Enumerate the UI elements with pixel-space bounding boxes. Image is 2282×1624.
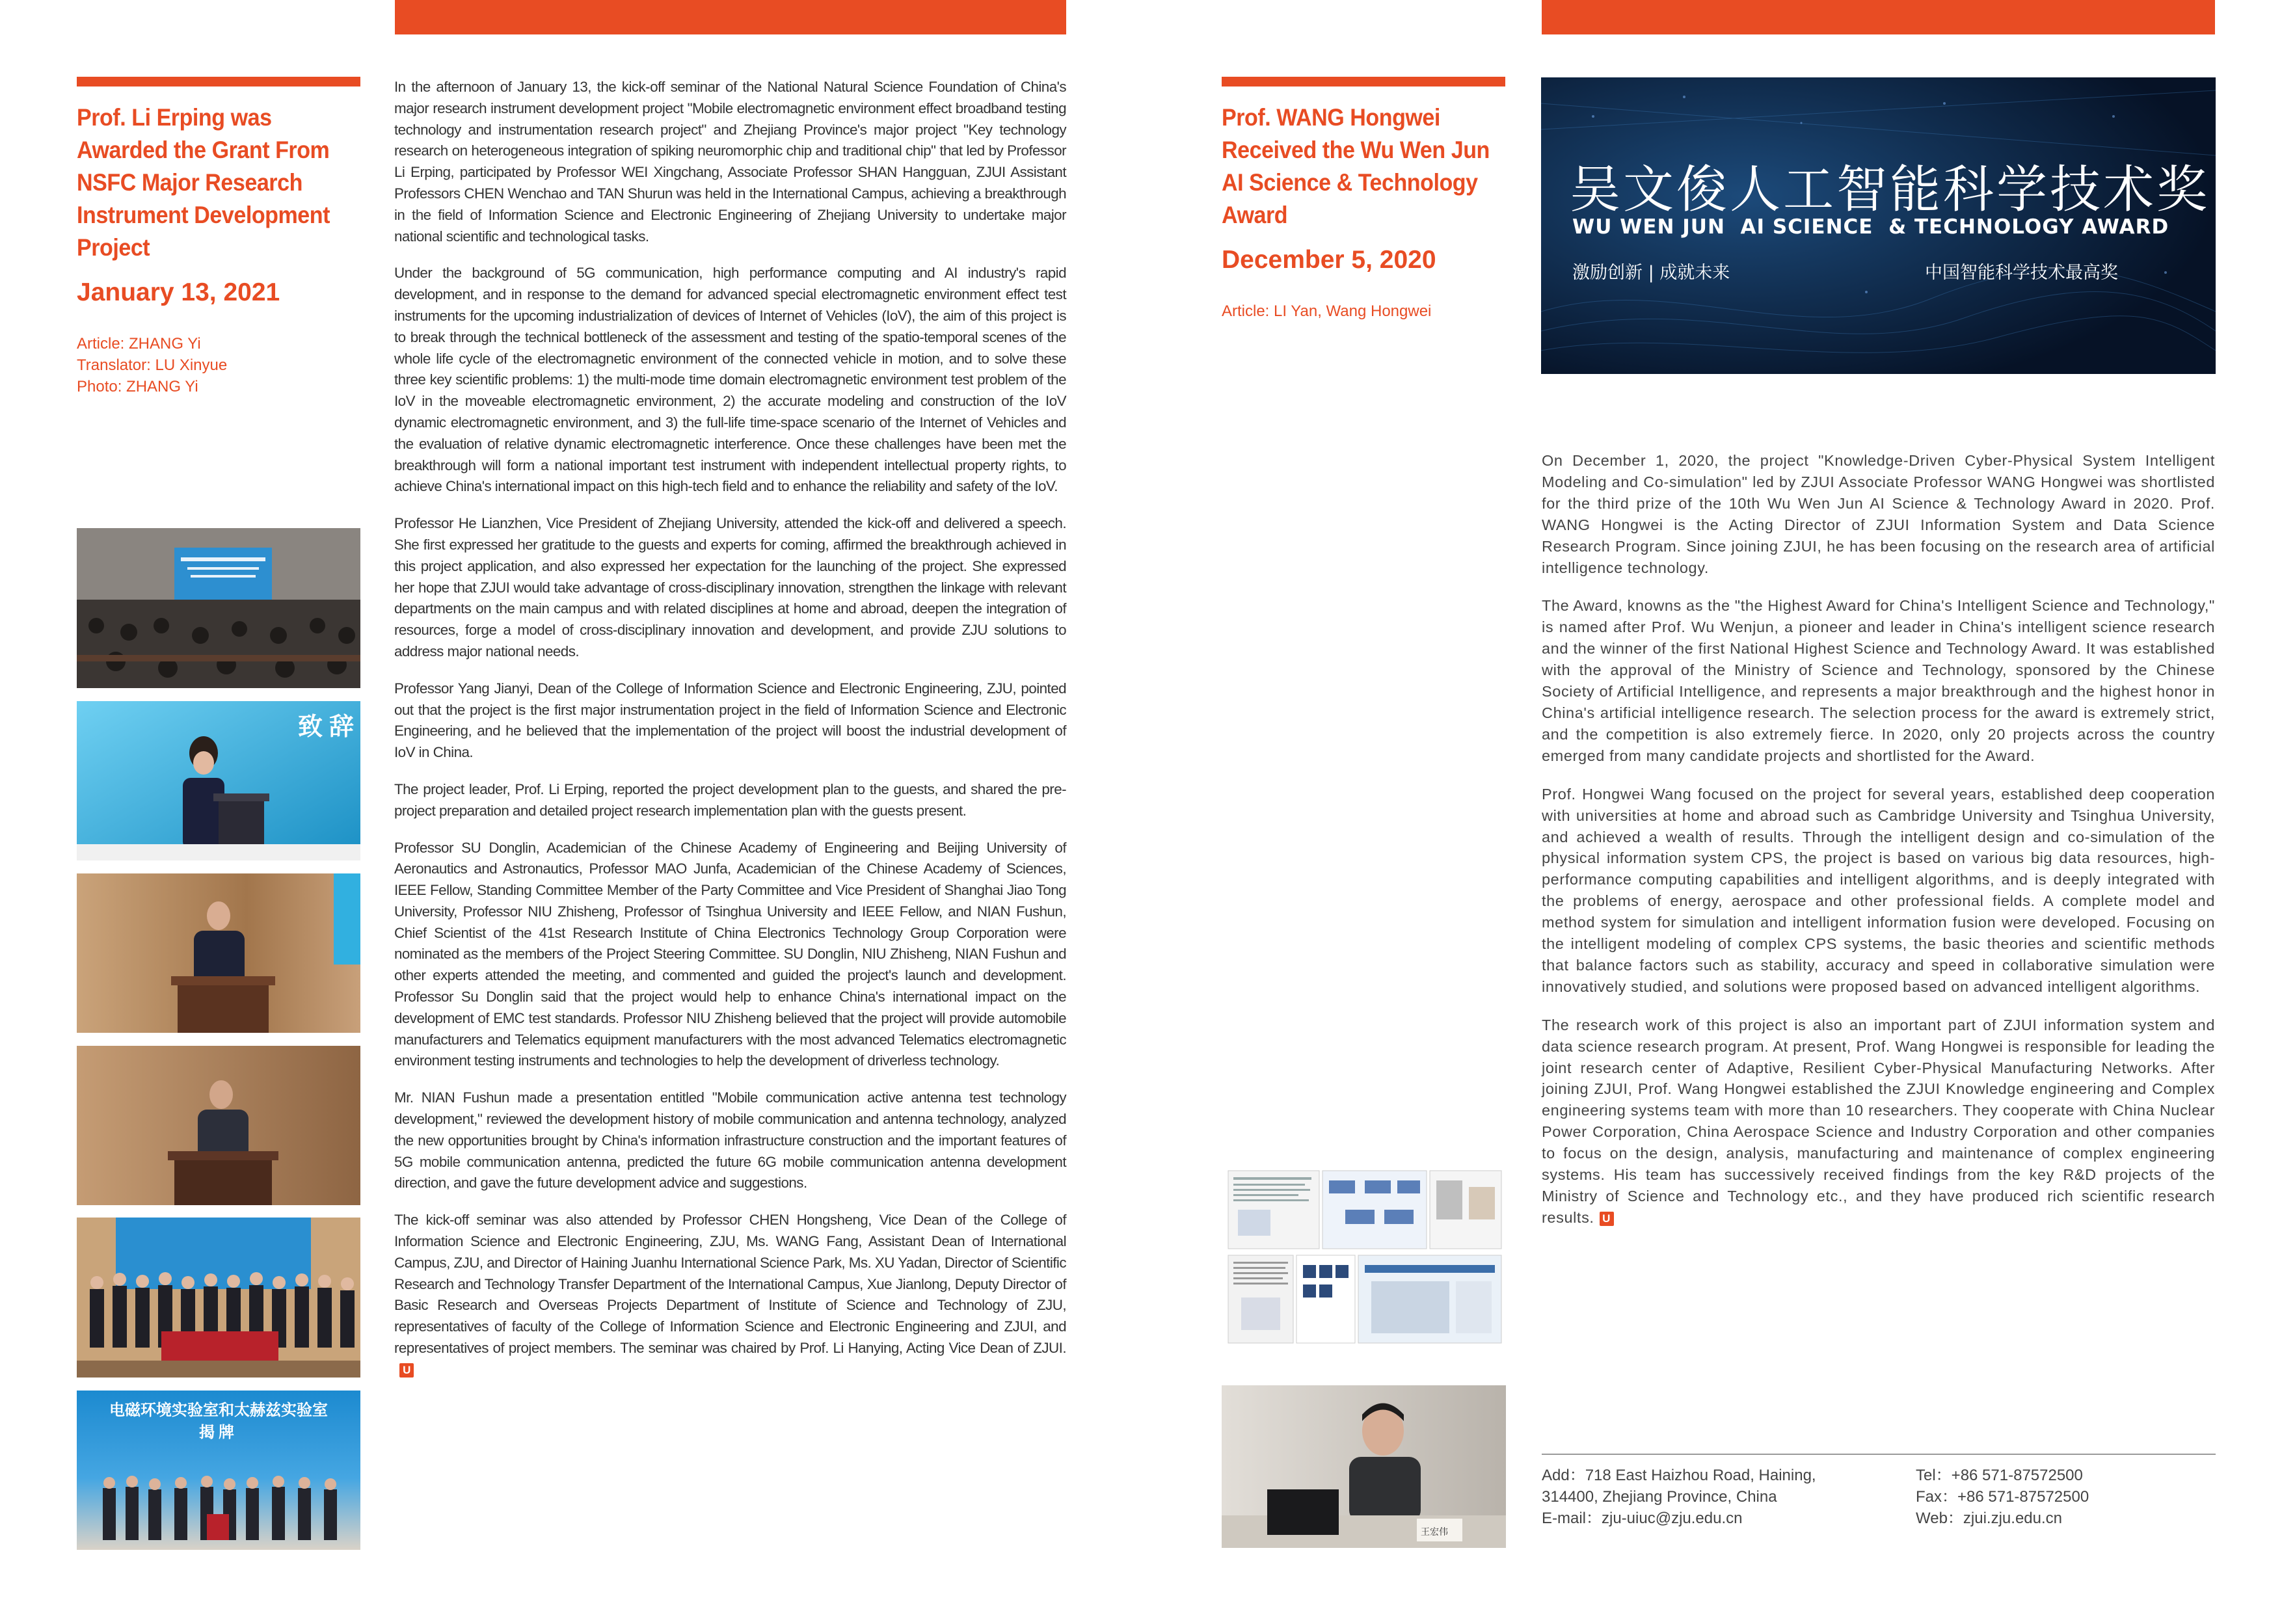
footer-address-line2: 314400, Zhejiang Province, China bbox=[1542, 1488, 1777, 1506]
left-paragraph: Professor Yang Jianyi, Dean of the College of Information Science and Electronic Engineering, ZJU, pointed out that the project is the first major instrumentation project in the field of Information Science and Electronic Engineering, and he believed that the implementation of the project will boost the industrial development of IoV in China. bbox=[394, 680, 1066, 761]
credit-translator: Translator: LU Xinyue bbox=[77, 356, 228, 374]
photo-expert-speech bbox=[77, 1046, 360, 1205]
right-headline: Prof. WANG Hongwei Received the Wu Wen Jun AI Science & Technology Award bbox=[1222, 104, 1490, 228]
award-title-cn: 吴文俊人工智能科学技术奖 bbox=[1570, 161, 2210, 219]
credit-article: Article: ZHANG Yi bbox=[77, 335, 201, 353]
right-paragraph: The Award, knowns as the "the Highest Award for China's Intelligent Science and Technology," is named after Prof. Wu Wenjun, a pioneer and leader in China's intelligent science research and the winner of the first National Highest Science and Technology Award. It was established with the approval of the Ministry of Science and Technology, sponsored by the Chinese Society of Artificial Intelligence, and represents a major breakthrough and the highest honor in China's artificial intelligence research. The selection process for the award is extremely strict, and the competition is also extremely fierce. In 2020, only 20 projects across the country emerged from many candidate projects and shortlisted for the Award. bbox=[1542, 597, 2215, 764]
right-credit: Article: LI Yan, Wang Hongwei bbox=[1222, 302, 1432, 320]
left-date: January 13, 2021 bbox=[77, 278, 280, 306]
nameplate-text: 王宏伟 bbox=[1421, 1527, 1448, 1537]
right-last-paragraph-text: The research work of this project is also an important part of ZJUI information system and data science research program. At present, Prof. Wang Hongwei is responsible for leading the joint research center of Adaptive, Resilient Cyber-Physical Manufacturing Networks. After joining ZJUI, Prof. Wang Hongwei established the ZJUI Knowledge engineering and Complex engineering systems team with more than 10 researchers. They cooperate with China Nuclear Power Corporation, China Aerospace Science and Industry Corporation and other companies to focus on the design, analysis, manufacturing and maintenance of complex engineering systems. His team has successively received findings from the key R&D projects of the Ministry of Science and Technology etc., and they have produced rich scientific research results. bbox=[1542, 1016, 2215, 1226]
left-paragraph: Under the background of 5G communication, high performance computing and AI industry's rapid development, and in response to the demand for advanced special electromagnetic environment effect test instruments for the upcoming industrialization of devices of Internet of Vehicles (IoV), the aim of this project is to break through the technical bottleneck of the assessment and testing of the spatio-temporal scenes of the whole life cycle of the electromagnetic environment of the connected vehicle in motion, and to solve these three key scientific problems: 1) the multi-mode time domain electromagnetic environment test problem of the IoV in the moveable electromagnetic environment, 2) the accurate modeling and construction of the IoV dynamic electromagnetic environment, and 3) the full-life time-space scenario of the Internet of Vehicles and the evaluation of relative dynamic electromagnetic interference. Once these challenges have been met the breakthrough will form a national important test instrument with independent intellectual property rights, to achieve China's international impact on this high-tech field and to enhance the reliability and safety of the IoV. bbox=[394, 265, 1066, 495]
top-accent-bar-left bbox=[395, 0, 1066, 34]
left-paragraph: Professor He Lianzhen, Vice President of Zhejiang University, attended the kick-off and delivered a speech. She first expressed her gratitude to the guests and experts for coming, affirmed the breakthrough achieved in this project application, and also expressed her expectation for the launching of the project. She expressed her hope that ZJUI would take advantage of cross-disciplinary innovation, strengthen the linkage with relevant departments on the main campus and with related disciplines at home and abroad, deepen the integration of resources, forge a model of cross-disciplinary innovation and development, and provide ZJU solutions to address major national needs. bbox=[394, 515, 1066, 659]
photo-vice-president-speech bbox=[77, 701, 360, 860]
left-headline: Prof. Li Erping was Awarded the Grant From NSFC Major Research Instrument Development Project bbox=[77, 104, 330, 261]
right-paragraph: On December 1, 2020, the project "Knowledge-Driven Cyber-Physical System Intelligent Modeling and Co-simulation" led by ZJUI Associate Professor WANG Hongwei was shortlisted for the third prize of the 10th Wu Wen Jun AI Science & Technology Award in 2020. Prof. WANG Hongwei is the Acting Director of ZJUI Information System and Data Science Research Program. Since joining ZJUI, he has been focusing on the research area of artificial intelligence technology. bbox=[1542, 452, 2215, 576]
right-paragraph: Prof. Hongwei Wang focused on the project for several years, established deep cooperation with universities at home and abroad such as Cambridge University and Tsinghua University, and achieved a wealth of results. Through the intelligent design and co-simulation of the physical information system CPS, the project is based on various big data resources, high-performance computing capabilities and intelligent algorithms, and is deeply integrated with the problems of energy, aerospace and other professional fields. A complete model and method system for simulation and intelligent information fusion were developed. Focusing on the intelligent modeling of complex CPS systems, the basic theories and scientific methods that balance factors such as stability, accuracy and speed in collaborative simulation were innovatively studied, and solutions were proposed based on advanced intelligent algorithms. bbox=[1542, 785, 2215, 995]
end-mark-icon: U bbox=[1600, 1212, 1614, 1226]
speech-banner-text: 致辞 bbox=[298, 712, 360, 741]
right-headline-rule bbox=[1222, 77, 1505, 87]
right-article-body bbox=[1542, 450, 2215, 1245]
footer-divider bbox=[1542, 1454, 2216, 1455]
left-headline-rule bbox=[77, 77, 360, 87]
photo-research-documents bbox=[1222, 1167, 1506, 1348]
footer-tel: Tel：+86 571-87572500 bbox=[1916, 1467, 2083, 1484]
award-slogan-right: 中国智能科学技术最高奖 bbox=[1925, 263, 2118, 283]
footer-web: Web：zjui.zju.edu.cn bbox=[1916, 1510, 2062, 1527]
left-paragraph: The project leader, Prof. Li Erping, reported the project development plan to the guests, and shared the pre-project preparation and detailed project research implementation plan with the guests present. bbox=[394, 780, 1066, 819]
unveil-banner-line1: 电磁环境实验室和太赫兹实验室 bbox=[109, 1400, 328, 1419]
footer-email: E-mail：zju-uiuc@zju.edu.cn bbox=[1542, 1510, 1743, 1527]
footer-address bbox=[1542, 1465, 1816, 1529]
left-paragraph: In the afternoon of January 13, the kick-off seminar of the National Natural Science Foundation of China's major research instrument development project "Mobile electromagnetic environment effect broadband testing technology and instrumentation research project" and Zhejiang Province's major project "Key technology research on heterogeneous integration of spiking neuromorphic chip and traditional chip" that led by Professor Li Erping, participated by Professor WEI Xingchang, Associate Professor SHAN Hangguan, ZJUI Assistant Professors CHEN Wenchao and TAN Shurun was held in the International Campus, achieving a breakthrough in the field of Information Science and Electronic Engineering of Zhejiang University to undertake major national scientific and technological tasks. bbox=[394, 79, 1066, 245]
end-mark-icon: U bbox=[399, 1363, 414, 1378]
left-credits bbox=[77, 333, 227, 397]
unveil-banner-line2: 揭牌 bbox=[199, 1422, 238, 1441]
left-paragraph: Mr. NIAN Fushun made a presentation entitled "Mobile communication active antenna test technology development," reviewed the development history of mobile communication and antenna technology, analyzed the new opportunities brought by China's information infrastructure construction and the important features of 5G mobile communication antenna, predicted the future 6G mobile communication antenna development direction, and gave the future development advice and suggestions. bbox=[394, 1089, 1066, 1191]
right-paragraph bbox=[1542, 1015, 2215, 1229]
left-paragraph: Professor SU Donglin, Academician of the Chinese Academy of Engineering and Beijing University of Aeronautics and Astronautics, Professor MAO Junfa, Academician of the Chinese Academy of Sciences, IEEE Fellow, Standing Committee Member of the Party Committee and Vice President of Shanghai Jiao Tong University, Professor NIU Zhisheng, Professor of Tsinghua University and IEEE Fellow, and NIAN Fushun, Chief Scientist of the 41st Research Institute of China Electronics Technology Group Corporation were nominated as the members of the Project Steering Committee. SU Donglin, NIU Zhisheng, NIAN Fushun and other experts attended the meeting, and commented and guided the project's launch and development. Professor Su Donglin said that the project would help to enhance China's international impact on the development of EMC test standards. Professor NIU Zhisheng believed that the project will provide automobile manufacturers and Telematics equipment manufacturers with the most advanced Telematics electromagnetic environment testing instruments and technologies to help the development of driverless technology. bbox=[394, 839, 1066, 1069]
left-paragraph bbox=[394, 1210, 1066, 1380]
right-date: December 5, 2020 bbox=[1222, 246, 1436, 274]
left-last-paragraph-text: The kick-off seminar was also attended by Professor CHEN Hongsheng, Vice Dean of the College of Information Science and Electronic Engineering, ZJU, Ms. WANG Fang, Assistant Dean of International Campus, ZJU, and Director of Haining Juanhu International Science Park, Ms. XU Yadan, Director of Scientific Research and Technology Transfer Department of the International Campus, Xue Jianlong, Deputy Director of Basic Research and Overseas Projects Department of Institute of Science and Technology of ZJU, representatives of faculty of the College of Information Science and Electronic Engineering and ZJUI, and representatives of project members. The seminar was chaired by Prof. Li Hanying, Acting Vice Dean of ZJUI. bbox=[394, 1212, 1066, 1357]
photo-dean-speech bbox=[77, 873, 360, 1033]
award-slogan-left: 激励创新 | 成就未来 bbox=[1572, 263, 1730, 283]
photo-group-ceremony bbox=[77, 1218, 360, 1378]
photo-lab-unveiling bbox=[77, 1391, 360, 1550]
footer-fax: Fax：+86 571-87572500 bbox=[1916, 1488, 2089, 1506]
credit-photo: Photo: ZHANG Yi bbox=[77, 378, 198, 395]
photo-seminar-audience bbox=[77, 528, 360, 688]
award-title-en: WU WEN JUN AI SCIENCE & TECHNOLOGY AWARD bbox=[1572, 215, 2169, 239]
photo-prof-wang-presenting bbox=[1222, 1385, 1506, 1548]
footer-address-line1: Add：718 East Haizhou Road, Haining, bbox=[1542, 1467, 1816, 1484]
top-accent-bar-right bbox=[1542, 0, 2215, 34]
footer-contact bbox=[1916, 1465, 2089, 1529]
award-banner bbox=[1541, 77, 2216, 374]
left-article-body bbox=[394, 77, 1066, 1396]
